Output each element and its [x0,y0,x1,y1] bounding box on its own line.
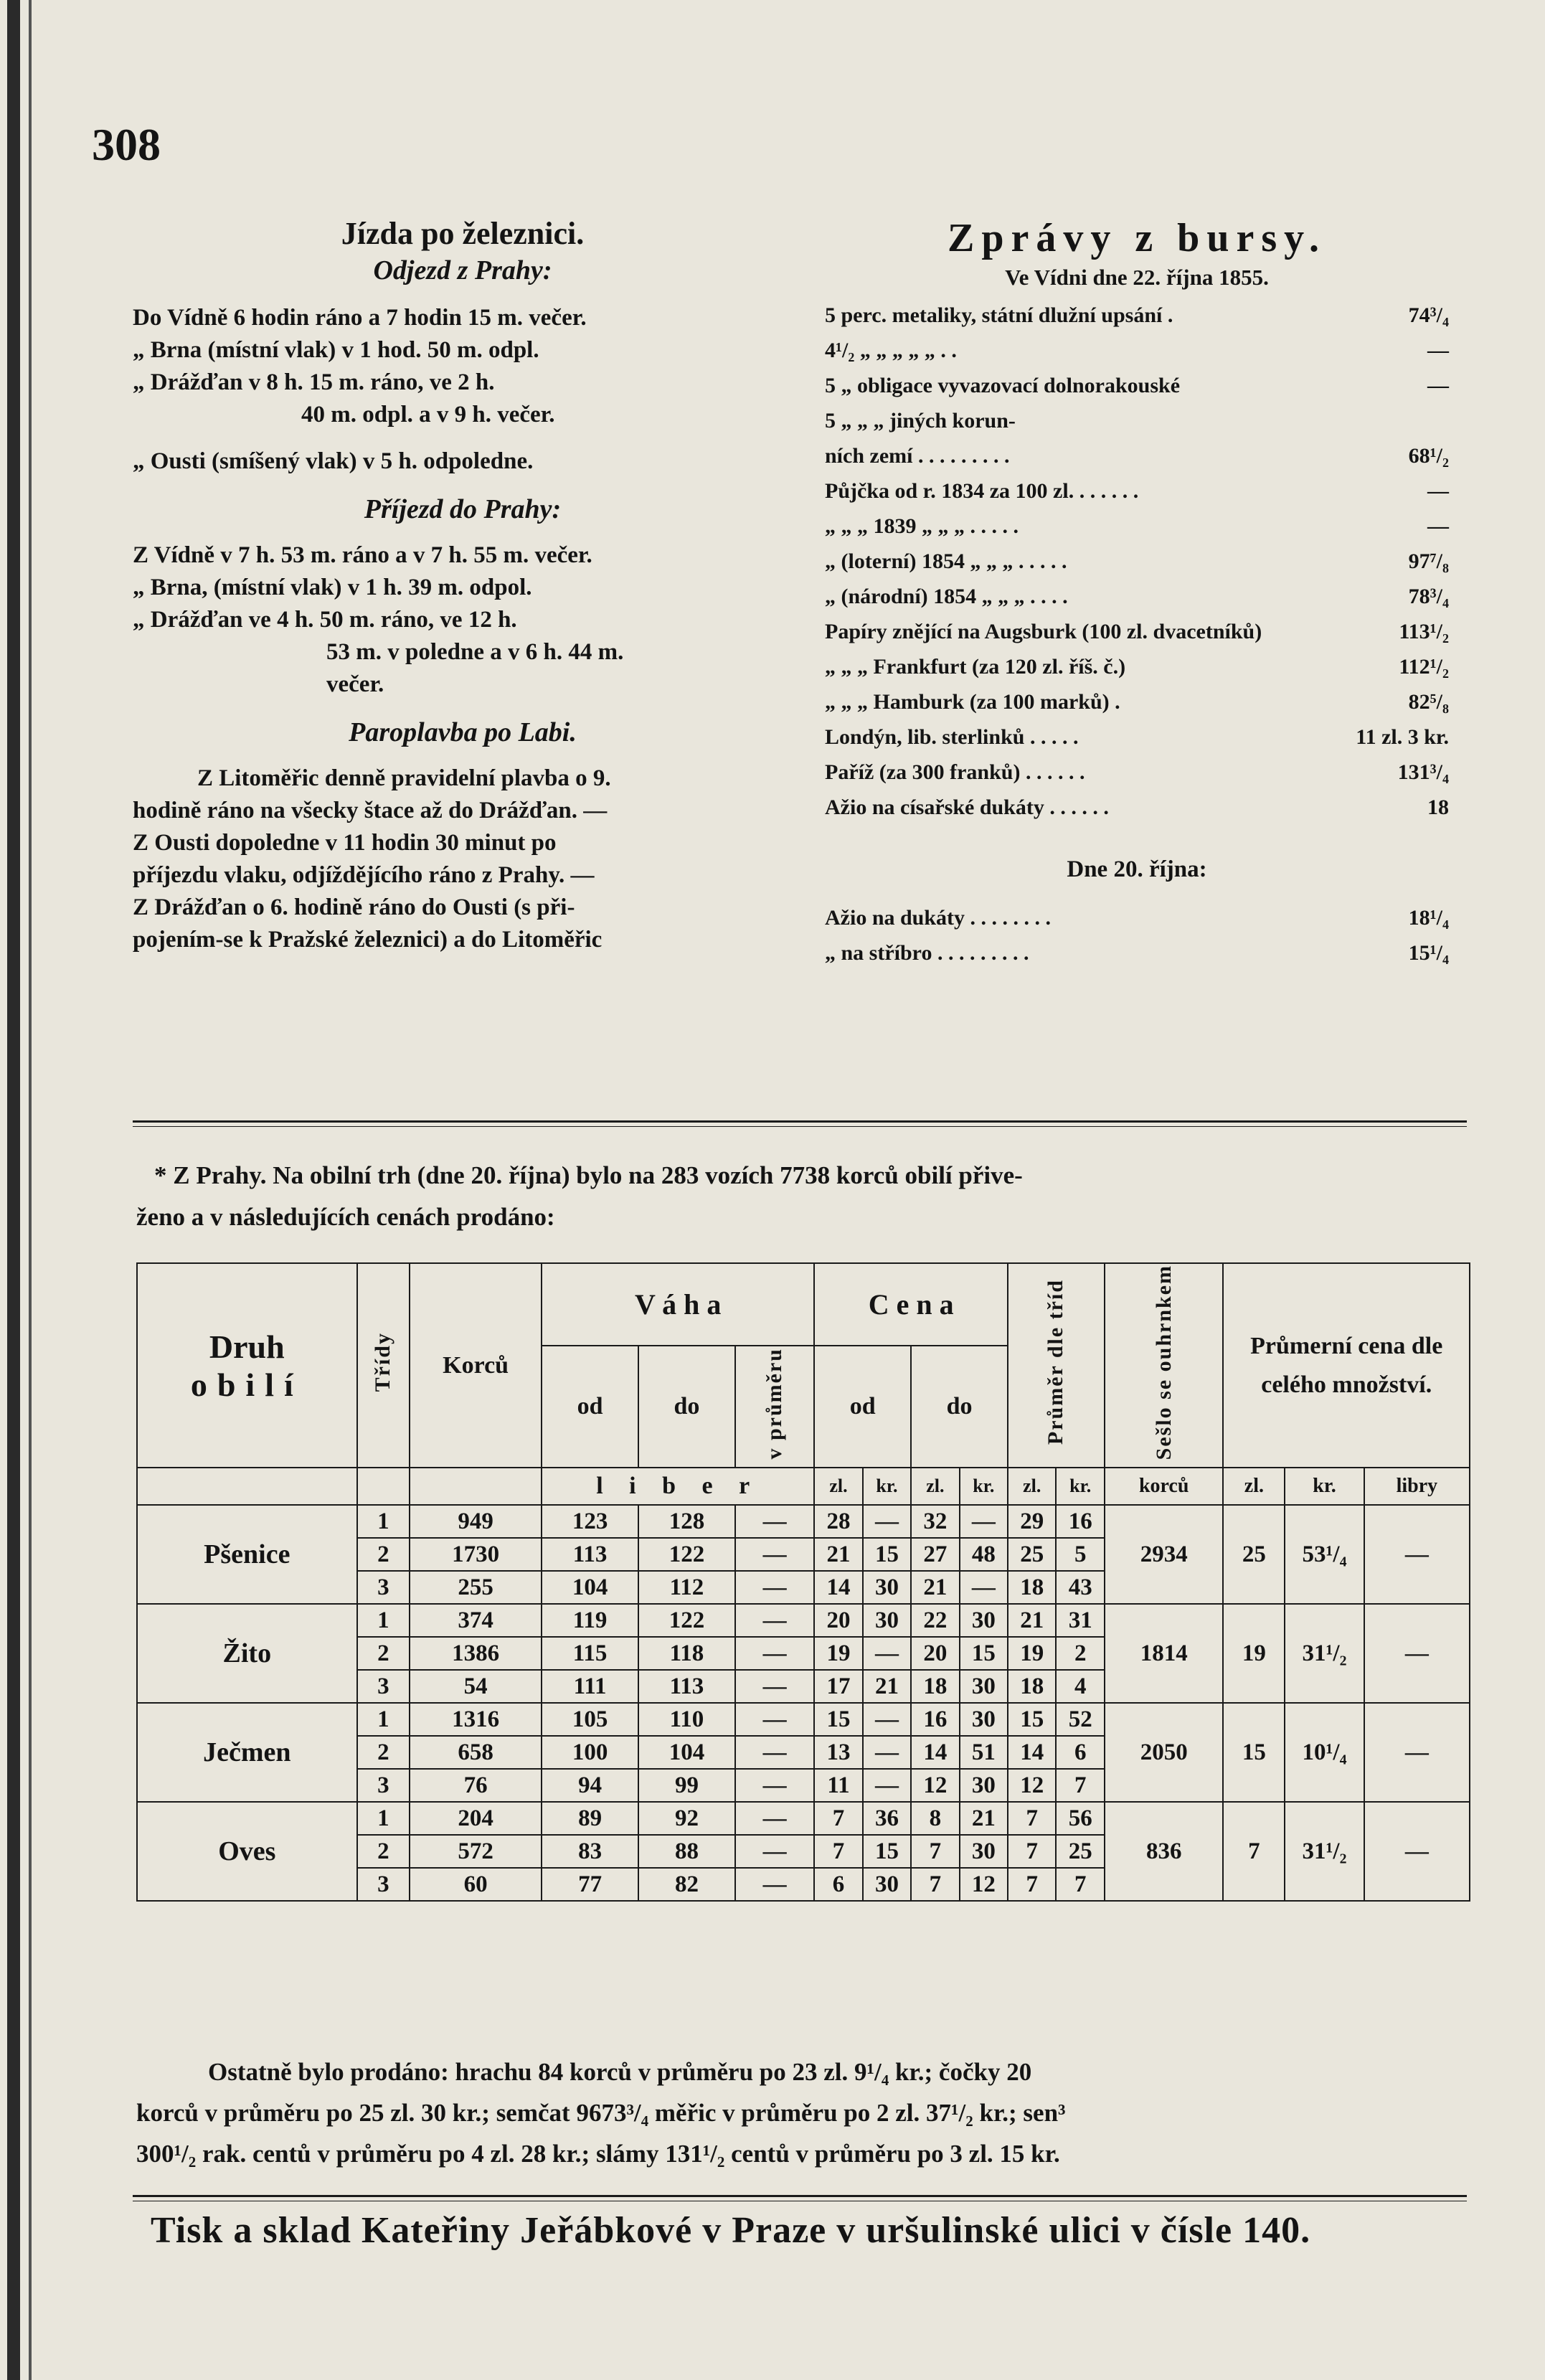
cell-weight-to: 113 [638,1670,735,1703]
cell-price-to-kr: 48 [960,1538,1008,1571]
exchange-row-label: Papíry znějící na Augsburk (100 zl. dvacetníků) [825,620,1262,643]
cell-weight-from: 111 [542,1670,638,1703]
steamship-line: Z Litoměřic denně pravidelní plavba o 9. [197,765,611,791]
exchange-row-value: — [1427,374,1449,397]
exchange-rows [825,298,1449,825]
cell-price-from-zl: 20 [814,1604,862,1637]
cell-avg-class-kr: 43 [1056,1571,1104,1604]
arrival-heading: Příjezd do Prahy: [364,494,562,524]
cell-price-from-kr: — [863,1736,911,1769]
cell-class: 3 [357,1571,410,1604]
header-vaha: V á h a [542,1263,814,1346]
cell-weight-from: 104 [542,1571,638,1604]
cell-price-to-kr: 30 [960,1703,1008,1736]
cell-weight-avg: — [735,1868,814,1901]
exchange-row-value: 78³/₄ [1408,585,1449,608]
exchange-row [825,755,1449,790]
cell-avg-class-kr: 56 [1056,1802,1104,1835]
cell-price-to-kr: 12 [960,1868,1008,1901]
cell-price-to-zl: 16 [911,1703,959,1736]
cell-total: 1814 [1105,1604,1224,1703]
cell-price-from-kr: — [863,1505,911,1538]
cell-weight-from: 94 [542,1769,638,1802]
exchange-row [825,438,1449,473]
cell-total: 2934 [1105,1505,1224,1604]
cell-price-from-kr: 30 [863,1868,911,1901]
cell-price-from-kr: 36 [863,1802,911,1835]
cell-price-to-zl: 20 [911,1637,959,1670]
cell-avg-kr: 31¹/₂ [1285,1802,1364,1901]
cell-price-to-kr: 30 [960,1769,1008,1802]
cell-weight-avg: — [735,1505,814,1538]
arrival-line: Z Vídně v 7 h. 53 m. ráno a v 7 h. 55 m. večer. [133,542,592,568]
cell-avg-class-kr: 5 [1056,1538,1104,1571]
cell-avg-class-kr: 31 [1056,1604,1104,1637]
header-cena-do: do [911,1346,1008,1468]
railway-section [133,215,793,956]
cell-price-to-zl: 27 [911,1538,959,1571]
cell-price-from-kr: — [863,1637,911,1670]
cell-avg-class-zl: 12 [1008,1769,1056,1802]
cell-avg-class-zl: 25 [1008,1538,1056,1571]
header-korcu-small: korců [1105,1468,1224,1505]
exchange-row-value: 113¹/₂ [1399,620,1449,643]
cell-price-from-kr: 30 [863,1604,911,1637]
exchange-row-label: 5 „ „ „ jiných korun- [825,409,1016,433]
header-vaha-do: do [638,1346,735,1468]
exchange-row-label: „ „ „ Hamburk (za 100 marků) . [825,690,1120,714]
exchange-row [825,368,1449,403]
cell-korcu: 949 [410,1505,542,1538]
exchange-subtitle: Ve Vídni dne 22. října 1855. [1005,265,1269,290]
header-prumerni-cena: Průmerní cena dle celého množství. [1223,1263,1470,1468]
header-cena: C e n a [814,1263,1008,1346]
header-vaha-od: od [542,1346,638,1468]
cell-avg-class-zl: 14 [1008,1736,1056,1769]
table-row [137,1802,1470,1835]
other-sales-1: Ostatně bylo prodáno: hrachu 84 korců v průměru po 23 zl. 9¹/₄ kr.; čočky 20 [208,2058,1032,2086]
exchange-row-value: 15¹/₄ [1408,941,1449,965]
header-blank [410,1468,542,1505]
header-zl: zl. [1223,1468,1285,1505]
header-seslo-label: Sešlo se ouhrnkem [1151,1264,1176,1460]
header-cena-od: od [814,1346,911,1468]
header-liber: l i b e r [542,1468,814,1505]
steamship-text [133,762,793,956]
crop-name: Oves [137,1802,357,1901]
exchange-title: Zprávy z bursy. [947,216,1327,260]
cell-price-to-kr: 30 [960,1835,1008,1868]
cell-price-from-kr: — [863,1703,911,1736]
arrival-line: „ Drážďan ve 4 h. 50 m. ráno, ve 12 h. [133,607,517,633]
exchange-row [825,403,1449,438]
grain-price-table [136,1262,1470,1902]
cell-korcu: 60 [410,1868,542,1901]
cell-avg-class-kr: 6 [1056,1736,1104,1769]
exchange-row [825,900,1449,935]
cell-price-to-kr: — [960,1505,1008,1538]
exchange-row-value: 11 zl. 3 kr. [1356,725,1449,749]
cell-weight-avg: — [735,1538,814,1571]
printer-imprint: Tisk a sklad Kateřiny Jeřábkové v Praze v uršulinské ulici v čísle 140. [151,2210,1311,2251]
steamship-line: hodině ráno na všecky štace až do Drážďan. — [133,798,608,823]
exchange-row-label: „ (národní) 1854 „ „ „ . . . . [825,585,1068,608]
cell-korcu: 374 [410,1604,542,1637]
exchange-section [825,215,1449,971]
header-prumer-dle-trid [1008,1263,1105,1468]
cell-avg-class-zl: 7 [1008,1835,1056,1868]
cell-korcu: 1316 [410,1703,542,1736]
steamship-line: Z Drážďan o 6. hodině ráno do Ousti (s při- [133,894,575,920]
cell-avg-kr: 10¹/₄ [1285,1703,1364,1802]
cell-price-from-zl: 7 [814,1835,862,1868]
cell-avg-zl: 15 [1223,1703,1285,1802]
cell-avg-class-kr: 16 [1056,1505,1104,1538]
cell-price-from-zl: 13 [814,1736,862,1769]
crop-name: Ječmen [137,1703,357,1802]
cell-weight-to: 122 [638,1538,735,1571]
cell-weight-from: 77 [542,1868,638,1901]
cell-weight-to: 112 [638,1571,735,1604]
header-blank [357,1468,410,1505]
cell-weight-to: 128 [638,1505,735,1538]
exchange-row-value: 131³/₄ [1397,760,1449,784]
cell-korcu: 1386 [410,1637,542,1670]
cell-weight-from: 105 [542,1703,638,1736]
cell-avg-class-kr: 52 [1056,1703,1104,1736]
header-kr: kr. [863,1468,911,1505]
header-prumer-dle-trid-label: Průměr dle tříd [1044,1279,1068,1445]
divider-rule [133,1120,1467,1123]
crop-name: Pšenice [137,1505,357,1604]
arrival-line: 53 m. v poledne a v 6 h. 44 m. [326,639,624,665]
header-kr: kr. [1285,1468,1364,1505]
header-libry: libry [1364,1468,1470,1505]
cell-class: 3 [357,1769,410,1802]
cell-avg-kr: 31¹/₂ [1285,1604,1364,1703]
cell-avg-class-kr: 4 [1056,1670,1104,1703]
cell-korcu: 658 [410,1736,542,1769]
cell-weight-to: 99 [638,1769,735,1802]
cell-korcu: 1730 [410,1538,542,1571]
header-kr: kr. [960,1468,1008,1505]
table-row [137,1604,1470,1637]
steamship-line: Z Ousti dopoledne v 11 hodin 30 minut po [133,830,557,856]
header-obili-label: obilí [190,1366,303,1403]
exchange-row [825,649,1449,684]
cell-avg-class-zl: 7 [1008,1868,1056,1901]
cell-weight-from: 119 [542,1604,638,1637]
cell-class: 2 [357,1538,410,1571]
header-zl: zl. [814,1468,862,1505]
departure-heading: Odjezd z Prahy: [373,255,552,285]
cell-weight-from: 83 [542,1835,638,1868]
departure-list [133,302,793,478]
header-seslo [1105,1263,1224,1468]
cell-price-to-zl: 14 [911,1736,959,1769]
cell-class: 3 [357,1868,410,1901]
exchange-date2: Dne 20. října: [1067,856,1207,882]
cell-price-from-zl: 17 [814,1670,862,1703]
steamship-line: příjezdu vlaku, odjíždějícího ráno z Prahy. — [133,862,595,888]
cell-korcu: 54 [410,1670,542,1703]
cell-weight-to: 118 [638,1637,735,1670]
header-korcu: Korců [410,1263,542,1468]
cell-weight-avg: — [735,1736,814,1769]
footer-rule [133,2195,1467,2197]
cell-price-to-kr: 30 [960,1670,1008,1703]
exchange-row [825,684,1449,719]
table-row [137,1703,1470,1736]
cell-price-to-zl: 7 [911,1835,959,1868]
exchange-row-label: 5 „ obligace vyvazovací dolnorakouské [825,374,1181,397]
header-zl: zl. [1008,1468,1056,1505]
cell-avg-class-zl: 18 [1008,1571,1056,1604]
cell-price-from-zl: 15 [814,1703,862,1736]
railway-title: Jízda po železnici. [341,216,585,251]
cell-korcu: 255 [410,1571,542,1604]
cell-weight-to: 110 [638,1703,735,1736]
binding-edge [7,0,20,2380]
cell-class: 2 [357,1835,410,1868]
exchange-row-label: Londýn, lib. sterlinků . . . . . [825,725,1079,749]
exchange-row-label: 4¹/₂ „ „ „ „ „ . . [825,339,957,362]
other-sales-2: korců v průměru po 25 zl. 30 kr.; semčat 9673³/₄ měřic v průměru po 2 zl. 37¹/₂ kr.; sen³ [136,2099,1066,2127]
cell-price-to-zl: 12 [911,1769,959,1802]
cell-weight-avg: — [735,1769,814,1802]
cell-weight-from: 123 [542,1505,638,1538]
cell-avg-class-zl: 15 [1008,1703,1056,1736]
exchange-row [825,614,1449,649]
grain-table-body [137,1505,1470,1901]
divider-rule-thin [133,1126,1467,1127]
cell-price-from-zl: 21 [814,1538,862,1571]
cell-price-to-kr: 21 [960,1802,1008,1835]
cell-weight-avg: — [735,1571,814,1604]
exchange-row-label: „ na stříbro . . . . . . . . . [825,941,1029,965]
cell-weight-to: 104 [638,1736,735,1769]
header-kr: kr. [1056,1468,1104,1505]
cell-price-to-zl: 32 [911,1505,959,1538]
cell-avg-class-zl: 29 [1008,1505,1056,1538]
cell-avg-class-kr: 25 [1056,1835,1104,1868]
exchange-row-value: — [1427,339,1449,362]
cell-price-to-zl: 21 [911,1571,959,1604]
steamship-heading: Paroplavba po Labi. [349,717,577,747]
exchange-row-value: — [1427,514,1449,538]
exchange-row-label: 5 perc. metaliky, státní dlužní upsání . [825,303,1173,327]
steamship-line: pojením-se k Pražské železnici) a do Litoměřic [133,927,603,953]
exchange-row-label: Ažio na dukáty . . . . . . . . [825,906,1052,930]
exchange-row-value: 68¹/₂ [1408,444,1449,468]
cell-price-to-kr: 30 [960,1604,1008,1637]
cell-weight-from: 115 [542,1637,638,1670]
cell-libry: — [1364,1802,1470,1901]
header-druh [137,1263,357,1468]
cell-price-to-zl: 18 [911,1670,959,1703]
cell-total: 2050 [1105,1703,1224,1802]
cell-libry: — [1364,1604,1470,1703]
cell-weight-avg: — [735,1637,814,1670]
cell-weight-avg: — [735,1802,814,1835]
cell-weight-to: 88 [638,1835,735,1868]
cell-weight-to: 122 [638,1604,735,1637]
header-v-prumeru [735,1346,814,1468]
cell-class: 1 [357,1703,410,1736]
exchange-row [825,333,1449,368]
cell-price-from-kr: 30 [863,1571,911,1604]
exchange-row-label: Ažio na císařské dukáty . . . . . . [825,795,1109,819]
cell-price-from-kr: 15 [863,1835,911,1868]
cell-total: 836 [1105,1802,1224,1901]
cell-avg-class-zl: 7 [1008,1802,1056,1835]
exchange-row [825,509,1449,544]
cell-price-from-zl: 19 [814,1637,862,1670]
arrival-list [133,539,793,701]
table-row [137,1505,1470,1538]
exchange-row [825,719,1449,755]
exchange-row-label: Půjčka od r. 1834 za 100 zl. . . . . . . [825,479,1139,503]
cell-avg-class-kr: 7 [1056,1868,1104,1901]
departure-line: „ Drážďan v 8 h. 15 m. ráno, ve 2 h. [133,369,495,395]
cell-price-to-kr: 51 [960,1736,1008,1769]
cell-class: 2 [357,1637,410,1670]
cell-libry: — [1364,1505,1470,1604]
exchange-row [825,544,1449,579]
cell-price-to-zl: 8 [911,1802,959,1835]
cell-avg-class-zl: 21 [1008,1604,1056,1637]
cell-price-from-kr: — [863,1769,911,1802]
cell-avg-kr: 53¹/₄ [1285,1505,1364,1604]
cell-korcu: 572 [410,1835,542,1868]
cell-weight-avg: — [735,1703,814,1736]
crop-name: Žito [137,1604,357,1703]
header-blank [137,1468,357,1505]
cell-class: 1 [357,1604,410,1637]
cell-class: 3 [357,1670,410,1703]
departure-line: Do Vídně 6 hodin ráno a 7 hodin 15 m. večer. [133,305,587,331]
cell-avg-zl: 7 [1223,1802,1285,1901]
exchange-row [825,298,1449,333]
exchange-row-value: 74³/₄ [1408,303,1449,327]
cell-price-from-zl: 14 [814,1571,862,1604]
exchange-row-value: 18¹/₄ [1408,906,1449,930]
departure-line: 40 m. odpl. a v 9 h. večer. [301,402,555,428]
exchange-row-label: ních zemí . . . . . . . . . [825,444,1010,468]
departure-line: „ Ousti (smíšený vlak) v 5 h. odpoledne. [133,448,534,474]
market-intro-1: * Z Prahy. Na obilní trh (dne 20. října) bylo na 283 vozích 7738 korců obilí přive- [154,1161,1023,1189]
arrival-line: večer. [326,671,384,697]
cell-avg-class-zl: 19 [1008,1637,1056,1670]
cell-price-from-zl: 11 [814,1769,862,1802]
cell-korcu: 204 [410,1802,542,1835]
cell-price-to-kr: 15 [960,1637,1008,1670]
page-number: 308 [92,119,161,170]
cell-price-from-zl: 28 [814,1505,862,1538]
cell-class: 1 [357,1505,410,1538]
cell-price-from-zl: 6 [814,1868,862,1901]
exchange-row-label: „ „ „ Frankfurt (za 120 zl. říš. č.) [825,655,1126,679]
cell-price-from-kr: 21 [863,1670,911,1703]
exchange-rows2 [825,900,1449,971]
cell-weight-from: 100 [542,1736,638,1769]
cell-price-from-kr: 15 [863,1538,911,1571]
exchange-row [825,473,1449,509]
other-sales-3: 300¹/₂ rak. centů v průměru po 4 zl. 28 kr.; slámy 131¹/₂ centů v průměru po 3 zl. 15 kr. [136,2140,1060,2168]
cell-avg-zl: 25 [1223,1505,1285,1604]
header-tridy [357,1263,410,1468]
market-intro-2: ženo a v následujících cenách prodáno: [136,1203,555,1231]
exchange-row-label: Paříž (za 300 franků) . . . . . . [825,760,1085,784]
exchange-row-value: 97⁷/₈ [1408,549,1449,573]
cell-weight-from: 89 [542,1802,638,1835]
cell-weight-to: 92 [638,1802,735,1835]
exchange-row-label: „ „ „ 1839 „ „ „ . . . . . [825,514,1019,538]
exchange-row [825,935,1449,971]
exchange-row-label: „ (loterní) 1854 „ „ „ . . . . . [825,549,1067,573]
cell-weight-avg: — [735,1670,814,1703]
cell-price-to-zl: 7 [911,1868,959,1901]
cell-weight-avg: — [735,1835,814,1868]
header-v-prumeru-label: v průměru [762,1347,787,1460]
header-druh-label: Druh [209,1328,285,1365]
cell-avg-zl: 19 [1223,1604,1285,1703]
exchange-row-value: — [1427,479,1449,503]
exchange-row-value: 112¹/₂ [1399,655,1449,679]
header-zl: zl. [911,1468,959,1505]
exchange-row-value: 82⁵/₈ [1408,690,1449,714]
header-tridy-label: Třídy [371,1332,395,1392]
cell-weight-from: 113 [542,1538,638,1571]
departure-line: „ Brna (místní vlak) v 1 hod. 50 m. odpl. [133,337,539,363]
cell-price-to-kr: — [960,1571,1008,1604]
exchange-row [825,790,1449,825]
cell-weight-to: 82 [638,1868,735,1901]
cell-avg-class-kr: 7 [1056,1769,1104,1802]
cell-class: 2 [357,1736,410,1769]
cell-avg-class-zl: 18 [1008,1670,1056,1703]
cell-price-to-zl: 22 [911,1604,959,1637]
exchange-row-value: 18 [1427,795,1449,819]
exchange-row [825,579,1449,614]
cell-avg-class-kr: 2 [1056,1637,1104,1670]
binding-line [29,0,32,2380]
cell-libry: — [1364,1703,1470,1802]
arrival-line: „ Brna, (místní vlak) v 1 h. 39 m. odpol. [133,575,532,600]
cell-weight-avg: — [735,1604,814,1637]
cell-korcu: 76 [410,1769,542,1802]
cell-price-from-zl: 7 [814,1802,862,1835]
cell-class: 1 [357,1802,410,1835]
